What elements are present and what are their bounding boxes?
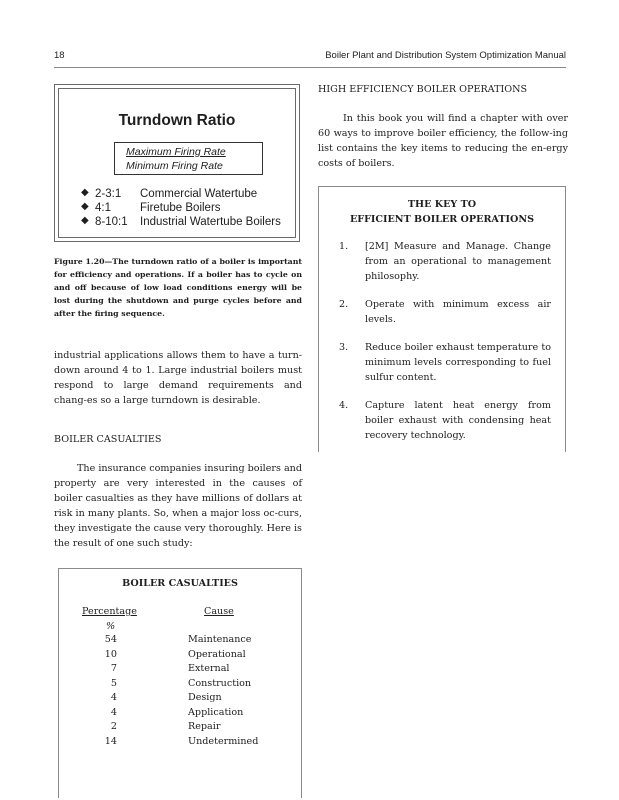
ratio-value: 4:1 <box>95 202 111 214</box>
figure-caption: Figure 1.20—The turndown ratio of a boiler is important for efficiency and operations. If a boiler has to cycle on and off because of low load conditions energy will be lost during the shutdown and purge cycles before and after the firing sequence. <box>54 257 302 318</box>
insurance-paragraph: The insurance companies insuring boilers and property are very interested in the causes of boiler casualties as they have millions of dollars at risk in many plants. So, when a major loss oc-curs, they investigate the cause very thoroughly. Here is the result of one such study: <box>54 463 302 549</box>
cause-cell: Undetermined <box>188 735 259 747</box>
diamond-bullet-icon: ◆ <box>81 201 89 212</box>
table-row <box>59 663 301 678</box>
diamond-bullet-icon: ◆ <box>81 215 89 226</box>
cause-cell: Repair <box>188 721 221 732</box>
continued-paragraph: industrial applications allows them to have a turn-down around 4 to 1. Large industrial boilers must respond to large demand requirements and chang-es so a large turndown is desirable. <box>54 350 302 406</box>
item-number: 4. <box>339 400 349 411</box>
diamond-bullet-icon: ◆ <box>81 187 89 198</box>
percentage-cell: 14 <box>104 735 117 747</box>
section-heading-high-efficiency: HIGH EFFICIENCY BOILER OPERATIONS <box>318 84 528 95</box>
formula-numerator: Maximum Firing Rate <box>126 146 226 158</box>
column-header-percentage: Percentage <box>82 606 137 617</box>
table-row <box>59 707 301 722</box>
item-number: 2. <box>339 299 349 310</box>
ratio-value: 2-3:1 <box>95 188 122 200</box>
item-number: 3. <box>339 342 349 353</box>
figure-inner-frame <box>58 88 296 238</box>
item-text: Capture latent heat energy from boiler exhaust with condensing heat recovery technology. <box>365 400 551 441</box>
key-box-title <box>319 197 565 227</box>
percentage-cell: 4 <box>110 692 117 703</box>
percentage-cell: 4 <box>110 706 117 718</box>
table-row <box>59 678 301 693</box>
table-row <box>59 634 301 649</box>
boiler-type: Firetube Boilers <box>140 202 221 214</box>
turndown-ratio-figure <box>54 84 300 242</box>
cause-cell: Construction <box>188 677 252 689</box>
column-header-cause: Cause <box>204 606 234 617</box>
percent-unit: % <box>106 621 116 632</box>
table-body <box>59 634 301 750</box>
item-text: Reduce boiler exhaust temperature to minimum levels corresponding to fuel sulfur content. <box>365 342 551 383</box>
intro-paragraph: In this book you will find a chapter with over 60 ways to improve boiler efficiency, the follow-ing list contains the key items to reducing the en-ergy costs of boilers. <box>318 113 568 169</box>
percentage-cell: 5 <box>110 677 117 689</box>
item-text: [2M] Measure and Manage. Change from an operational to management philosophy. <box>365 241 551 282</box>
item-number: 1. <box>339 241 349 252</box>
boiler-type: Commercial Watertube <box>140 188 258 200</box>
table-row <box>59 692 301 707</box>
table-title: BOILER CASUALTIES <box>122 578 238 589</box>
item-text: Operate with minimum excess air levels. <box>365 299 551 325</box>
cause-cell: Design <box>188 692 222 703</box>
figure-title: Turndown Ratio <box>118 112 236 129</box>
formula-denominator: Minimum Firing Rate <box>126 160 223 172</box>
percentage-cell: 54 <box>104 634 117 645</box>
section-heading-boiler-casualties: BOILER CASUALTIES <box>54 434 162 445</box>
percentage-cell: 2 <box>110 721 117 732</box>
key-title-line2: EFFICIENT BOILER OPERATIONS <box>349 214 535 225</box>
cause-cell: External <box>188 663 230 674</box>
key-to-efficient-operations-box <box>318 186 566 452</box>
page-number: 18 <box>54 50 65 61</box>
cause-cell: Maintenance <box>188 634 252 645</box>
cause-cell: Application <box>188 706 244 718</box>
running-title: Boiler Plant and Distribution System Optimization Manual <box>325 50 566 61</box>
key-title-line1: THE KEY TO <box>407 199 477 210</box>
boiler-type: Industrial Watertube Boilers <box>140 216 281 228</box>
table-row <box>59 721 301 736</box>
header-divider <box>54 67 566 68</box>
boiler-casualties-table <box>58 568 302 798</box>
ratio-value: 8-10:1 <box>95 216 128 228</box>
percentage-cell: 7 <box>110 663 117 674</box>
table-row <box>59 649 301 664</box>
page-header <box>54 50 566 66</box>
percentage-cell: 10 <box>104 648 117 660</box>
cause-cell: Operational <box>188 648 246 660</box>
formula-box <box>114 142 263 175</box>
table-row <box>59 736 301 751</box>
